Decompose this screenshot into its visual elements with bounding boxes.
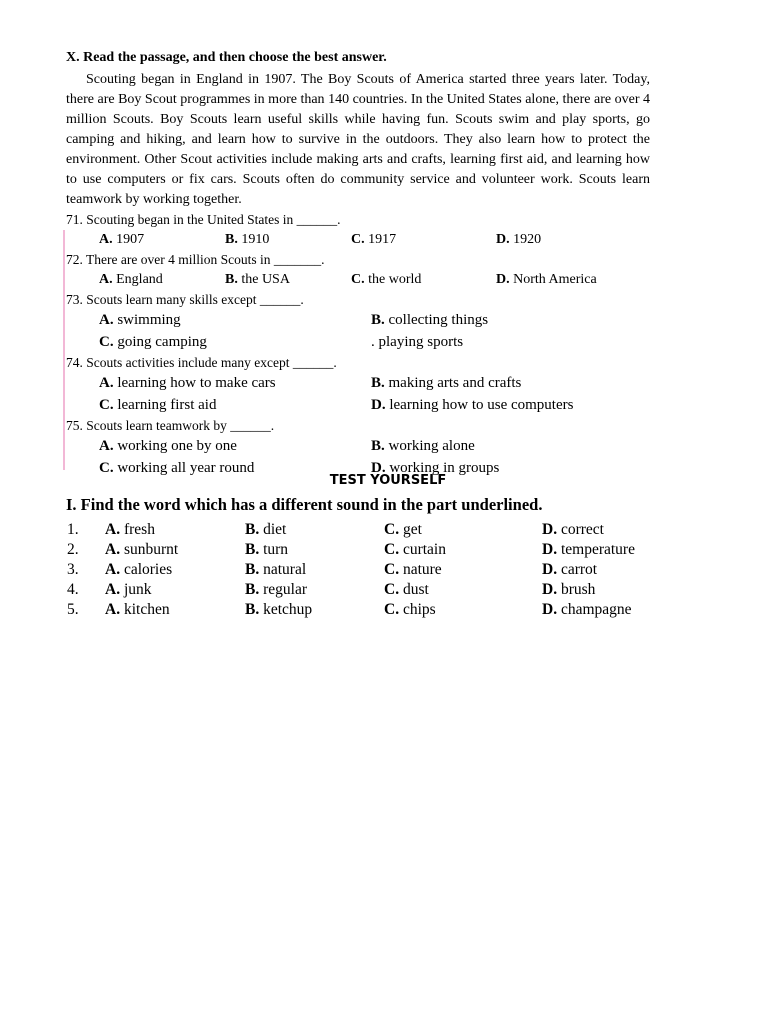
answer-option-c[interactable] [99,332,371,354]
option-text: 1907 [112,232,145,247]
option-letter: D. [496,232,510,247]
option-letter: B. [245,521,260,538]
option-letter: B. [371,375,385,391]
option-word: nature [402,561,442,578]
option-word: get [402,521,422,538]
option-letter: D. [496,272,510,287]
option-text: 1917 [364,232,397,247]
option-text: the world [364,272,422,287]
option-word: correct [560,521,604,538]
answer-option-c[interactable] [351,230,496,250]
word-option-d[interactable] [542,520,662,540]
answer-option-d[interactable] [371,395,651,417]
option-letter: B. [245,601,260,618]
option-letter: A. [99,272,113,287]
reading-section [66,49,650,479]
row-number: 2. [67,541,79,558]
answer-option-d[interactable] [496,270,646,290]
answer-options [66,373,650,416]
row-number: 4. [67,581,79,598]
option-letter: B. [245,581,260,598]
option-letter: D. [542,561,558,578]
option-letter: D. [542,601,558,618]
answer-option-b[interactable] [371,310,651,332]
option-text: going camping [113,333,207,350]
option-letter: C. [99,333,114,350]
question-stem: 71. Scouting began in the United States in ______. [66,212,341,227]
word-option-a[interactable] [105,600,245,620]
option-letter: B. [225,232,238,247]
option-letter: B. [245,561,260,578]
answer-option-c[interactable] [351,270,496,290]
option-word: carrot [560,561,598,578]
option-text: working all year round [113,459,255,476]
reading-passage: Scouting began in England in 1907. The Boy Scouts of America started three years later. Today, there are Boy Scout programmes in more than 140 countries. In the United States alone, there are over 4 million Scouts. Boy Scouts learn useful skills while having fun. Scouts swim and play sports, go camping and hiking, and learn how to survive in the outdoors. They also learn how to protect the environment. Other Scout activities include making arts and crafts, learning first aid, and learning how to use computers or fix cars. Scouts often do community service and volunteer work. Scouts learn teamwork by working together. [66,72,650,207]
word-option-a[interactable] [105,520,245,540]
answer-option-b[interactable] [225,270,351,290]
option-text: learning first aid [113,396,217,413]
word-option-c[interactable] [384,560,542,580]
word-option-d[interactable] [542,560,662,580]
option-letter: A. [99,438,114,454]
word-option-c[interactable] [384,600,542,620]
answer-option-d[interactable] [496,230,646,250]
option-letter: A. [105,601,121,618]
option-word: regular [263,581,307,598]
option-text: working one by one [113,438,237,454]
section-i-heading: I. Find the word which has a different sound in the part underlined. [66,495,543,514]
word-option-a[interactable] [105,540,245,560]
option-text: learning how to use computers [385,396,574,413]
word-option-b[interactable] [245,540,384,560]
option-text: working alone [384,438,475,454]
question-stem: 74. Scouts activities include many except ______. [66,355,337,370]
pronunciation-row [66,540,666,560]
option-letter: A. [99,232,113,247]
word-option-a[interactable] [105,560,245,580]
option-word: calories [123,561,173,578]
word-option-c[interactable] [384,540,542,560]
option-letter: C. [351,232,365,247]
word-option-d[interactable] [542,580,662,600]
answer-option-b[interactable] [225,230,351,250]
option-word: diet [263,521,287,538]
answer-options [66,310,650,353]
test-yourself-title: TEST YOURSELF [329,473,447,488]
option-word: natural [263,561,307,578]
option-letter: B. [371,438,385,454]
option-text: England [112,272,163,287]
option-word: brush [560,581,596,598]
question-74 [66,353,650,416]
answer-option-a[interactable] [99,373,371,395]
option-letter: D. [542,581,558,598]
section-x-heading: X. Read the passage, and then choose the best answer. [66,50,387,65]
word-option-d[interactable] [542,540,662,560]
option-letter: C. [99,396,114,413]
row-number: 1. [67,521,79,538]
option-letter: C. [351,272,365,287]
option-word: sunburnt [123,541,179,558]
answer-option-b[interactable] [371,436,651,458]
option-letter: B. [245,541,260,558]
word-option-b[interactable] [245,600,384,620]
option-word: turn [263,541,289,558]
option-word: chips [402,601,436,618]
option-letter: C. [384,541,400,558]
question-stem: 72. There are over 4 million Scouts in _______. [66,252,325,267]
option-word: dust [402,581,429,598]
option-letter: A. [105,581,121,598]
option-word: kitchen [123,601,170,618]
option-letter: C. [384,601,400,618]
option-text: swimming [113,312,181,328]
option-letter: D. [542,521,558,538]
option-letter: A. [105,561,121,578]
word-option-b[interactable] [245,560,384,580]
word-option-c[interactable] [384,520,542,540]
question-73 [66,290,650,353]
option-text: 1910 [237,232,270,247]
option-word: fresh [123,521,155,538]
pronunciation-row [66,560,666,580]
pronunciation-row [66,580,666,600]
word-option-b[interactable] [245,580,384,600]
margin-line [63,230,65,470]
question-71 [66,210,650,250]
answer-options [66,270,650,290]
word-option-a[interactable] [105,580,245,600]
option-letter: B. [371,312,385,328]
question-75 [66,416,650,479]
row-number: 5. [67,601,79,618]
word-option-c[interactable] [384,580,542,600]
option-text: collecting things [384,312,489,328]
option-letter: A. [99,375,114,391]
answer-option-a[interactable] [99,230,225,250]
option-letter: A. [105,521,121,538]
option-text: . playing sports [371,333,464,350]
option-letter: D. [371,459,386,476]
option-word: junk [123,581,152,598]
option-letter: C. [384,521,400,538]
option-letter: C. [384,561,400,578]
option-letter: B. [225,272,238,287]
answer-option-a[interactable] [99,310,371,332]
option-text: making arts and crafts [384,375,522,391]
question-72 [66,250,650,290]
answer-option-c[interactable] [99,395,371,417]
option-letter: C. [384,581,400,598]
answer-options [66,230,650,250]
answer-option-a[interactable] [99,270,225,290]
pronunciation-section [66,494,666,620]
option-letter: C. [99,459,114,476]
answer-option-d[interactable] [371,332,651,354]
option-text: North America [509,272,597,287]
option-word: champagne [560,601,632,618]
option-text: 1920 [509,232,542,247]
answer-option-a[interactable] [99,436,371,458]
option-text: learning how to make cars [113,375,276,391]
pronunciation-row [66,600,666,620]
answer-option-b[interactable] [371,373,651,395]
question-stem: 75. Scouts learn teamwork by ______. [66,418,275,433]
question-stem: 73. Scouts learn many skills except ______. [66,292,304,307]
option-word: curtain [402,541,446,558]
option-text: working in groups [385,459,500,476]
option-word: ketchup [263,601,313,618]
option-letter: D. [371,396,386,413]
row-number: 3. [67,561,79,578]
word-option-b[interactable] [245,520,384,540]
option-letter: A. [105,541,121,558]
option-word: temperature [560,541,635,558]
option-text: the USA [237,272,290,287]
option-letter: D. [542,541,558,558]
option-letter: A. [99,312,114,328]
pronunciation-row [66,520,666,540]
word-option-d[interactable] [542,600,662,620]
